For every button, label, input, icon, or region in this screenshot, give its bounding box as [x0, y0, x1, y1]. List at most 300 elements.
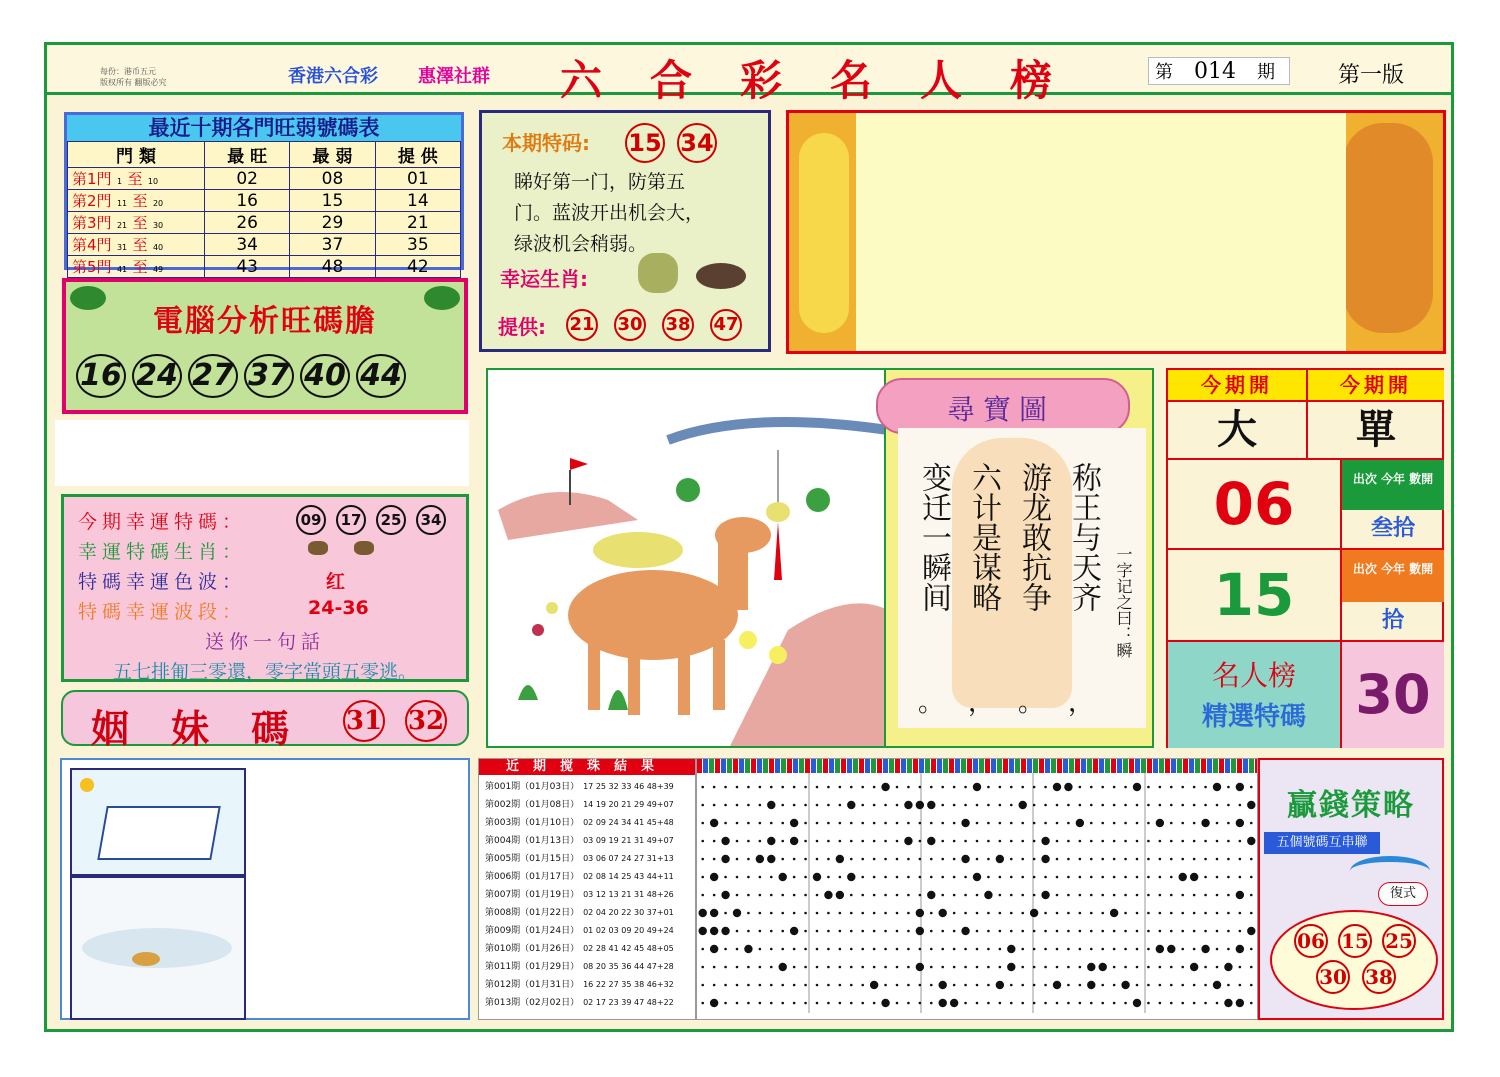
- book-illustration: [70, 768, 246, 876]
- table-row: [68, 190, 461, 212]
- history-issue: 第003期（01月10日）: [485, 818, 580, 828]
- history-numbers: 08 20 35 36 44 47+28: [583, 962, 674, 971]
- grid-dot: [1021, 786, 1024, 789]
- table-row: [68, 234, 461, 256]
- grid-dot: [861, 984, 864, 987]
- grid-dot: [1181, 930, 1184, 933]
- grid-dot: [1090, 912, 1093, 915]
- history-issue: 第010期（01月26日）: [485, 944, 580, 954]
- grid-dot: [1113, 804, 1116, 807]
- grid-dot: [1181, 858, 1184, 861]
- hit-dot: [939, 999, 947, 1007]
- grid-dot: [953, 858, 956, 861]
- grid-dot: [770, 876, 773, 879]
- grid-dot: [816, 822, 819, 825]
- grid-dot: [736, 822, 739, 825]
- grid-dot: [1021, 930, 1024, 933]
- grid-dot: [1044, 876, 1047, 879]
- hit-dot: [1064, 783, 1072, 791]
- grid-dot: [1021, 822, 1024, 825]
- famous-sublabel: 精選特碼: [1201, 702, 1306, 732]
- grid-dot: [1147, 966, 1150, 969]
- grid-dot: [987, 948, 990, 951]
- grid-dot: [701, 840, 704, 843]
- grid-dot: [873, 858, 876, 861]
- computer-numbers: [76, 354, 406, 398]
- grid-dot: [1181, 984, 1184, 987]
- grid-dot: [861, 786, 864, 789]
- grid-dot: [1113, 786, 1116, 789]
- grid-dot: [1250, 984, 1253, 987]
- history-rows: [479, 775, 695, 1012]
- grid-dot: [1113, 894, 1116, 897]
- grid-dot: [1101, 948, 1104, 951]
- hit-dot: [1224, 963, 1232, 971]
- grid-dot: [1193, 894, 1196, 897]
- special-label: 本期特码:: [502, 131, 590, 155]
- header-brand-1: 香港六合彩: [288, 66, 378, 87]
- grid-dot: [884, 930, 887, 933]
- grid-dot: [896, 804, 899, 807]
- grid-dot: [1067, 822, 1070, 825]
- grid-dot: [896, 840, 899, 843]
- grid-dot: [987, 984, 990, 987]
- header-note-2: 版权所有 翻版必究: [100, 78, 167, 87]
- grid-dot: [1216, 804, 1219, 807]
- grid-dot: [1136, 804, 1139, 807]
- grid-dot: [1136, 822, 1139, 825]
- grid-dot: [930, 930, 933, 933]
- grid-dot: [1090, 894, 1093, 897]
- history-issue: 第007期（01月19日）: [485, 890, 580, 900]
- grid-dot: [1101, 804, 1104, 807]
- grid-dot: [953, 822, 956, 825]
- grid-dot: [941, 948, 944, 951]
- hit-dot: [1190, 963, 1198, 971]
- grid-dot: [941, 822, 944, 825]
- famous-number: 30: [1342, 642, 1444, 748]
- special-number: 15: [625, 123, 665, 163]
- hit-dot: [767, 855, 775, 863]
- grid-dot: [793, 876, 796, 879]
- grid-dot: [1101, 930, 1104, 933]
- grid-dot: [1227, 876, 1230, 879]
- grid-dot: [1101, 1002, 1104, 1005]
- history-row: [479, 976, 695, 994]
- grid-dot: [1101, 912, 1104, 915]
- grid-dot: [1170, 984, 1173, 987]
- grid-dot: [964, 1002, 967, 1005]
- grid-dot: [964, 786, 967, 789]
- grid-dot: [1033, 1002, 1036, 1005]
- history-row: [479, 958, 695, 976]
- grid-dot: [1067, 804, 1070, 807]
- strength-table-panel: [64, 112, 464, 277]
- hit-dot: [1213, 783, 1221, 791]
- grid-dot: [747, 804, 750, 807]
- grid-dot: [827, 786, 830, 789]
- grid-dot: [964, 966, 967, 969]
- grid-dot: [1170, 894, 1173, 897]
- grid-dot: [1181, 966, 1184, 969]
- grid-dot: [1056, 912, 1059, 915]
- grid-dot: [781, 948, 784, 951]
- grid-dot: [1159, 912, 1162, 915]
- table-cell: 02: [205, 168, 290, 190]
- range-from: 41: [116, 265, 128, 274]
- grid-dot: [896, 930, 899, 933]
- grid-dot: [861, 840, 864, 843]
- grid-dot: [1193, 930, 1196, 933]
- grid-dot: [1204, 966, 1207, 969]
- grid-dot: [1204, 858, 1207, 861]
- grid-dot: [1193, 804, 1196, 807]
- grid-dot: [1124, 858, 1127, 861]
- grid-dot: [1204, 840, 1207, 843]
- grid-dot: [1147, 912, 1150, 915]
- hit-dot: [790, 819, 798, 827]
- history-numbers: 03 12 13 21 31 48+26: [583, 890, 674, 899]
- grid-dot: [747, 876, 750, 879]
- grid-dot: [1181, 804, 1184, 807]
- grid-dot: [759, 786, 762, 789]
- grid-dot: [701, 804, 704, 807]
- hit-dot: [1201, 819, 1209, 827]
- grid-dot: [1056, 822, 1059, 825]
- grid-dot: [759, 840, 762, 843]
- history-numbers: 02 09 24 34 41 45+48: [583, 818, 674, 827]
- grid-dot: [976, 948, 979, 951]
- hit-dot: [779, 873, 787, 881]
- table-cell: 08: [290, 168, 375, 190]
- grid-dot: [713, 786, 716, 789]
- hit-dot: [710, 873, 718, 881]
- lucky-row-3-label: 特碼幸運色波：: [78, 571, 247, 593]
- grid-dot: [1056, 858, 1059, 861]
- grid-dot: [736, 876, 739, 879]
- grid-dot: [839, 786, 842, 789]
- grid-dot: [1250, 894, 1253, 897]
- hit-dot: [710, 945, 718, 953]
- grid-dot: [953, 786, 956, 789]
- table-header-row: [68, 142, 461, 168]
- grid-dot: [1056, 1002, 1059, 1005]
- grid-dot: [827, 1002, 830, 1005]
- grid-dot: [701, 786, 704, 789]
- grid-dot: [850, 822, 853, 825]
- grid-dot: [736, 840, 739, 843]
- grid-dot: [793, 786, 796, 789]
- history-numbers: 02 28 41 42 45 48+05: [583, 944, 674, 953]
- grid-dot: [1193, 822, 1196, 825]
- grid-dot: [896, 822, 899, 825]
- grid-dot: [1239, 876, 1242, 879]
- grid-dot: [907, 1002, 910, 1005]
- grid-dot: [1170, 930, 1173, 933]
- special-number: 34: [677, 123, 717, 163]
- grid-dot: [839, 948, 842, 951]
- grid-dot: [999, 840, 1002, 843]
- grid-dot: [850, 984, 853, 987]
- hit-dot: [984, 891, 992, 899]
- grid-dot: [1193, 1002, 1196, 1005]
- grid-dot: [804, 894, 807, 897]
- grid-dot: [1216, 822, 1219, 825]
- grid-dot: [724, 966, 727, 969]
- grid-dot: [987, 840, 990, 843]
- hit-dot: [1041, 855, 1049, 863]
- grid-dot: [861, 966, 864, 969]
- grid-dot: [1067, 966, 1070, 969]
- grid-dot: [907, 876, 910, 879]
- dot-grid-ball-header: [697, 759, 1257, 773]
- grid-dot: [1250, 966, 1253, 969]
- grid-dot: [1216, 966, 1219, 969]
- grid-dot: [1204, 786, 1207, 789]
- grid-dot: [1021, 1002, 1024, 1005]
- computer-title: 電腦分析旺碼膽: [153, 304, 377, 339]
- grid-dot: [1227, 930, 1230, 933]
- grid-dot: [724, 876, 727, 879]
- hit-dot: [790, 927, 798, 935]
- hit-dot: [939, 981, 947, 989]
- grid-dot: [941, 876, 944, 879]
- grid-dot: [781, 822, 784, 825]
- rabbit-icon: [132, 952, 160, 966]
- camel-illustration: [486, 368, 886, 748]
- grid-dot: [1250, 1002, 1253, 1005]
- grid-dot: [1204, 804, 1207, 807]
- grid-dot: [919, 948, 922, 951]
- history-row: [479, 886, 695, 904]
- grid-dot: [1124, 786, 1127, 789]
- grid-dot: [1033, 840, 1036, 843]
- lucky-row-1-label: 今期幸運特碼：: [78, 511, 247, 533]
- grid-dot: [793, 1002, 796, 1005]
- grid-dot: [1010, 822, 1013, 825]
- table-row: [68, 168, 461, 190]
- range-from: 21: [116, 221, 128, 230]
- grid-dot: [1113, 840, 1116, 843]
- grid-dot: [999, 912, 1002, 915]
- grid-dot: [713, 858, 716, 861]
- grid-dot: [827, 822, 830, 825]
- grid-dot: [976, 984, 979, 987]
- grid-dot: [1044, 822, 1047, 825]
- grid-dot: [850, 930, 853, 933]
- grid-dot: [827, 876, 830, 879]
- grid-dot: [701, 1002, 704, 1005]
- grid-dot: [804, 840, 807, 843]
- grid-dot: [1067, 912, 1070, 915]
- grid-dot: [1067, 948, 1070, 951]
- grid-dot: [1239, 930, 1242, 933]
- grid-dot: [1124, 804, 1127, 807]
- hit-dot: [836, 891, 844, 899]
- grid-dot: [1033, 894, 1036, 897]
- grid-dot: [1056, 966, 1059, 969]
- grid-dot: [839, 984, 842, 987]
- hit-dot: [1236, 945, 1244, 953]
- grid-dot: [919, 840, 922, 843]
- grid-dot: [884, 840, 887, 843]
- grid-dot: [1159, 966, 1162, 969]
- grid-dot: [1010, 984, 1013, 987]
- grid-dot: [701, 966, 704, 969]
- grid-dot: [1181, 894, 1184, 897]
- hit-dot: [836, 855, 844, 863]
- computer-number: 44: [356, 354, 406, 398]
- history-numbers: 03 09 19 21 31 49+07: [583, 836, 674, 845]
- history-numbers: 17 25 32 33 46 48+39: [583, 782, 674, 791]
- grid-dot: [1204, 930, 1207, 933]
- grid-dot: [1193, 984, 1196, 987]
- hit-dot: [1110, 909, 1118, 917]
- grid-dot: [1010, 894, 1013, 897]
- computer-number: 16: [76, 354, 126, 398]
- grid-dot: [930, 912, 933, 915]
- sister-number: 32: [405, 700, 447, 742]
- grid-dot: [1010, 930, 1013, 933]
- grid-dot: [1239, 912, 1242, 915]
- grid-dot: [724, 984, 727, 987]
- strategy-number: 06: [1294, 924, 1328, 958]
- grid-dot: [1147, 822, 1150, 825]
- range-to-label: 至: [132, 214, 148, 232]
- grid-dot: [930, 858, 933, 861]
- grid-dot: [1044, 948, 1047, 951]
- grid-dot: [839, 804, 842, 807]
- history-issue: 第011期（01月29日）: [485, 962, 580, 972]
- grid-dot: [804, 984, 807, 987]
- grid-dot: [1079, 786, 1082, 789]
- grid-dot: [884, 822, 887, 825]
- grid-dot: [987, 822, 990, 825]
- grid-dot: [896, 912, 899, 915]
- hit-dot: [824, 891, 832, 899]
- grid-dot: [747, 822, 750, 825]
- grid-dot: [816, 912, 819, 915]
- grid-dot: [1136, 948, 1139, 951]
- grid-dot: [1113, 876, 1116, 879]
- grid-dot: [781, 1002, 784, 1005]
- grid-dot: [964, 912, 967, 915]
- grid-dot: [804, 948, 807, 951]
- grid-dot: [861, 912, 864, 915]
- big-small-value: 大: [1168, 402, 1308, 460]
- grid-dot: [999, 1002, 1002, 1005]
- grid-dot: [976, 966, 979, 969]
- grid-dot: [1056, 876, 1059, 879]
- hit-dot: [961, 819, 969, 827]
- grid-dot: [1010, 858, 1013, 861]
- grid-dot: [999, 930, 1002, 933]
- grid-dot: [976, 858, 979, 861]
- hit-dot: [996, 855, 1004, 863]
- range-to: 49: [152, 265, 164, 274]
- grid-dot: [770, 948, 773, 951]
- grid-dot: [839, 1002, 842, 1005]
- grid-dot: [1067, 840, 1070, 843]
- hit-dot: [779, 963, 787, 971]
- grid-dot: [861, 858, 864, 861]
- grid-dot: [759, 876, 762, 879]
- grid-dot: [713, 984, 716, 987]
- hit-dot: [881, 783, 889, 791]
- grid-dot: [850, 858, 853, 861]
- lucky-number: 34: [416, 505, 446, 535]
- grid-dot: [953, 930, 956, 933]
- grid-dot: [1216, 858, 1219, 861]
- grid-dot: [1124, 1002, 1127, 1005]
- grid-dot: [1170, 1002, 1173, 1005]
- grid-dot: [1113, 822, 1116, 825]
- dot-grid-panel: [696, 758, 1258, 1020]
- grid-dot: [884, 858, 887, 861]
- computer-number: 24: [132, 354, 182, 398]
- grid-dot: [987, 804, 990, 807]
- grid-dot: [1250, 912, 1253, 915]
- grid-dot: [999, 948, 1002, 951]
- table-cell: 35: [375, 234, 460, 256]
- grid-dot: [1159, 840, 1162, 843]
- hit-dot: [710, 999, 718, 1007]
- grid-dot: [953, 876, 956, 879]
- grid-dot: [1090, 930, 1093, 933]
- grid-dot: [747, 966, 750, 969]
- hit-dot: [813, 873, 821, 881]
- grid-dot: [1090, 804, 1093, 807]
- grid-dot: [793, 912, 796, 915]
- result-number-1: 06: [1168, 460, 1342, 550]
- grid-dot: [1239, 804, 1242, 807]
- grid-dot: [1136, 840, 1139, 843]
- table-cell: 43: [205, 256, 290, 278]
- strategy-tag: 復式: [1378, 882, 1428, 906]
- grid-dot: [1113, 966, 1116, 969]
- door-label: 第2門: [72, 192, 112, 210]
- grid-dot: [873, 912, 876, 915]
- grid-dot: [1170, 966, 1173, 969]
- grid-dot: [736, 984, 739, 987]
- grid-dot: [1136, 966, 1139, 969]
- grid-dot: [816, 930, 819, 933]
- lucky-number: 25: [376, 505, 406, 535]
- grid-dot: [873, 930, 876, 933]
- grid-dot: [1147, 804, 1150, 807]
- grid-dot: [1090, 876, 1093, 879]
- grid-dot: [1239, 966, 1242, 969]
- banner-decor-right: [1343, 123, 1433, 333]
- grid-dot: [1181, 786, 1184, 789]
- grid-dot: [1010, 804, 1013, 807]
- grid-dot: [861, 822, 864, 825]
- grid-dot: [1033, 786, 1036, 789]
- grid-dot: [1170, 804, 1173, 807]
- grid-dot: [1250, 876, 1253, 879]
- grid-dot: [861, 930, 864, 933]
- grid-dot: [793, 804, 796, 807]
- hit-dot: [1213, 981, 1221, 989]
- sister-label: 姻妹碼: [91, 707, 332, 751]
- history-row: [479, 940, 695, 958]
- grid-dot: [804, 858, 807, 861]
- grid-dot: [1033, 858, 1036, 861]
- count-badge-2: 出次 今年 數開: [1342, 550, 1444, 602]
- door-label: 第3門: [72, 214, 112, 232]
- history-row: [479, 868, 695, 886]
- grid-dot: [919, 894, 922, 897]
